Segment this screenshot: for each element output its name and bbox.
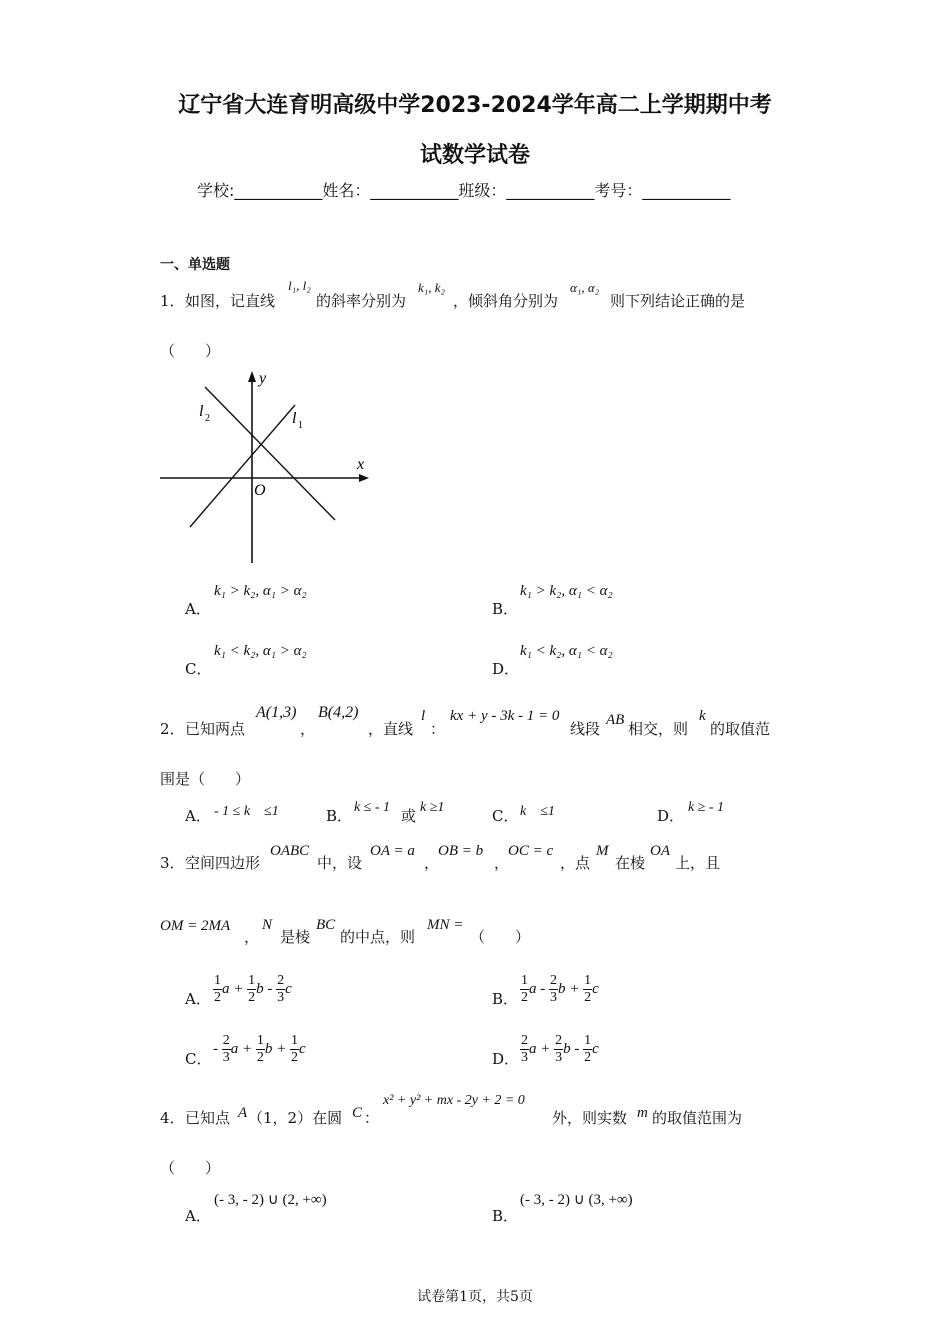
q3-N: N	[262, 917, 273, 933]
q2-option-b-part2: k ≥1	[420, 800, 445, 815]
q1-option-b: k₁ > k₂, α₁ < α₂	[520, 583, 613, 599]
q2-text-b: ，直线	[368, 720, 414, 738]
q3-option-c-label: C．	[185, 1050, 212, 1068]
q1-angles: α₁, α₂	[570, 280, 600, 295]
q4-option-b-label: B．	[492, 1207, 519, 1225]
q1-number: 1．	[160, 292, 185, 310]
q2-segment: AB	[606, 712, 625, 728]
q3-text-b: 中，设	[317, 854, 363, 872]
q2-number: 2．	[160, 720, 185, 738]
x-axis-arrow	[359, 474, 369, 482]
q4-paren: （ ）	[160, 1159, 221, 1177]
q4-m: m	[637, 1105, 648, 1121]
q2-equation: kx + y - 3k - 1 = 0	[450, 708, 560, 724]
q3-text-d: 在棱	[615, 854, 646, 872]
q3-edge2: BC	[316, 917, 336, 933]
q3-text-g: 的中点，则	[340, 928, 416, 946]
page-title-line1: 辽宁省大连育明高级中学2023-2024学年高二上学期期中考	[178, 93, 772, 118]
q3-edge: OA	[650, 843, 670, 859]
page-title-line2: 试数学试卷	[419, 143, 530, 168]
l2-label: l	[199, 403, 204, 420]
y-axis-label: y	[259, 370, 267, 387]
q3-option-a-label: A．	[185, 990, 211, 1008]
q1-figure	[155, 365, 385, 570]
l1-label: l	[292, 410, 297, 427]
q2-option-c: k ≤1	[520, 804, 555, 819]
q3-option-d-label: D．	[492, 1050, 520, 1068]
q3-eq3: OC = c	[508, 843, 554, 859]
q1-option-c-label: C．	[185, 660, 212, 678]
q2-comma: ，	[300, 720, 316, 738]
q3-text-c: ，点	[560, 854, 591, 872]
y-axis-arrow	[248, 371, 256, 382]
q1-option-d: k₁ < k₂, α₁ < α₂	[520, 643, 613, 659]
l1-subscript: 1	[298, 420, 303, 431]
q1-text-c: ，倾斜角分别为	[453, 292, 559, 310]
q4-colon: ：	[364, 1109, 380, 1127]
q3-text-a: 空间四边形	[185, 854, 261, 872]
q1-option-c: k₁ < k₂, α₁ > α₂	[214, 643, 307, 659]
q2-text-a: 已知两点	[185, 720, 246, 738]
q3-M: M	[596, 843, 609, 859]
q2-text-f: 围是（ ）	[160, 770, 251, 788]
q4-text-c: 外，则实数	[552, 1109, 628, 1127]
q2-option-c-label: C．	[492, 807, 519, 825]
q2-option-d: k ≥ - 1	[688, 800, 725, 815]
q2-colon: ：	[430, 720, 446, 738]
q1-option-a-label: A．	[185, 600, 211, 618]
q2-option-b-part1: k ≤ - 1	[354, 800, 391, 815]
q3-option-a: $\frac{1}{2}$ a + $\frac{1}{2}$ b - $\frac{2}{3}$ c	[214, 973, 292, 1005]
q2-option-b-label: B．	[326, 807, 353, 825]
q3-paren: （ ）	[470, 928, 531, 946]
q4-text-d: 的取值范围为	[652, 1109, 743, 1127]
q1-text-a: 如图，记直线	[185, 292, 276, 310]
q2-line: l	[421, 708, 426, 724]
q1-text-d: 则下列结论正确的是	[610, 292, 746, 310]
line-l2	[205, 387, 335, 520]
q2-text-c: 线段	[570, 720, 601, 738]
q2-text-d: 相交，则	[628, 720, 689, 738]
section-title: 一、单选题	[160, 257, 230, 273]
q3-shape: OABC	[270, 843, 310, 859]
q3-eq2: OB = b	[438, 843, 484, 859]
q3-MN: MN =	[427, 917, 464, 933]
q4-equation: x² + y² + mx - 2y + 2 = 0	[383, 1093, 525, 1108]
q4-C: C	[352, 1105, 363, 1121]
q1-option-b-label: B．	[492, 600, 519, 618]
q4-option-b: (- 3, - 2) ∪ (3, +∞)	[520, 1192, 633, 1208]
q2-option-d-label: D．	[657, 807, 685, 825]
q3-text-f: 是棱	[280, 928, 311, 946]
q1-option-a: k₁ > k₂, α₁ > α₂	[214, 583, 307, 599]
q4-text-a: 已知点	[185, 1109, 231, 1127]
q3-option-c: - $\frac{2}{3}$ a + $\frac{1}{2}$ b + $\frac{1}{2}$ c	[213, 1033, 306, 1065]
q2-point-a: A(1,3)	[256, 704, 297, 721]
q4-A: A	[238, 1105, 248, 1121]
x-axis-label: x	[357, 456, 365, 473]
q4-text-b: （1，2）在圆	[248, 1109, 343, 1127]
q3-eq1: OA = a	[370, 843, 415, 859]
q4-number: 4．	[160, 1109, 185, 1127]
q4-option-a: (- 3, - 2) ∪ (2, +∞)	[214, 1192, 327, 1208]
student-info-line: 学校:___________姓名：___________班级：___________考号：___________	[197, 181, 731, 200]
q2-text-e: 的取值范	[710, 720, 771, 738]
q1-slopes: k₁, k₂	[418, 280, 446, 295]
q1-option-d-label: D．	[492, 660, 520, 678]
q3-text-e: 上，且	[675, 854, 721, 872]
q4-option-a-label: A．	[185, 1207, 211, 1225]
page-footer: 试卷第1页，共5页	[417, 1289, 533, 1305]
q1-lines: l₁, l₂	[288, 278, 311, 293]
q2-option-a-label: A．	[185, 807, 211, 825]
origin-label: O	[254, 482, 266, 499]
q3-option-d: $\frac{2}{3}$ a + $\frac{2}{3}$ b - $\frac{1}{2}$ c	[521, 1033, 599, 1065]
q1-paren: （ ）	[160, 342, 221, 360]
q3-option-b: $\frac{1}{2}$ a - $\frac{2}{3}$ b + $\frac{1}{2}$ c	[521, 973, 599, 1005]
q3-option-b-label: B．	[492, 990, 519, 1008]
q2-option-b-or: 或	[401, 807, 417, 825]
q2-point-b: B(4,2)	[318, 704, 359, 721]
l2-subscript: 2	[205, 413, 210, 424]
q2-k: k	[699, 708, 706, 724]
q3-number: 3．	[160, 854, 185, 872]
q3-eq4: OM = 2MA	[160, 918, 231, 934]
q1-text-b: 的斜率分别为	[316, 292, 407, 310]
q2-option-a: - 1 ≤ k ≤1	[214, 804, 279, 819]
